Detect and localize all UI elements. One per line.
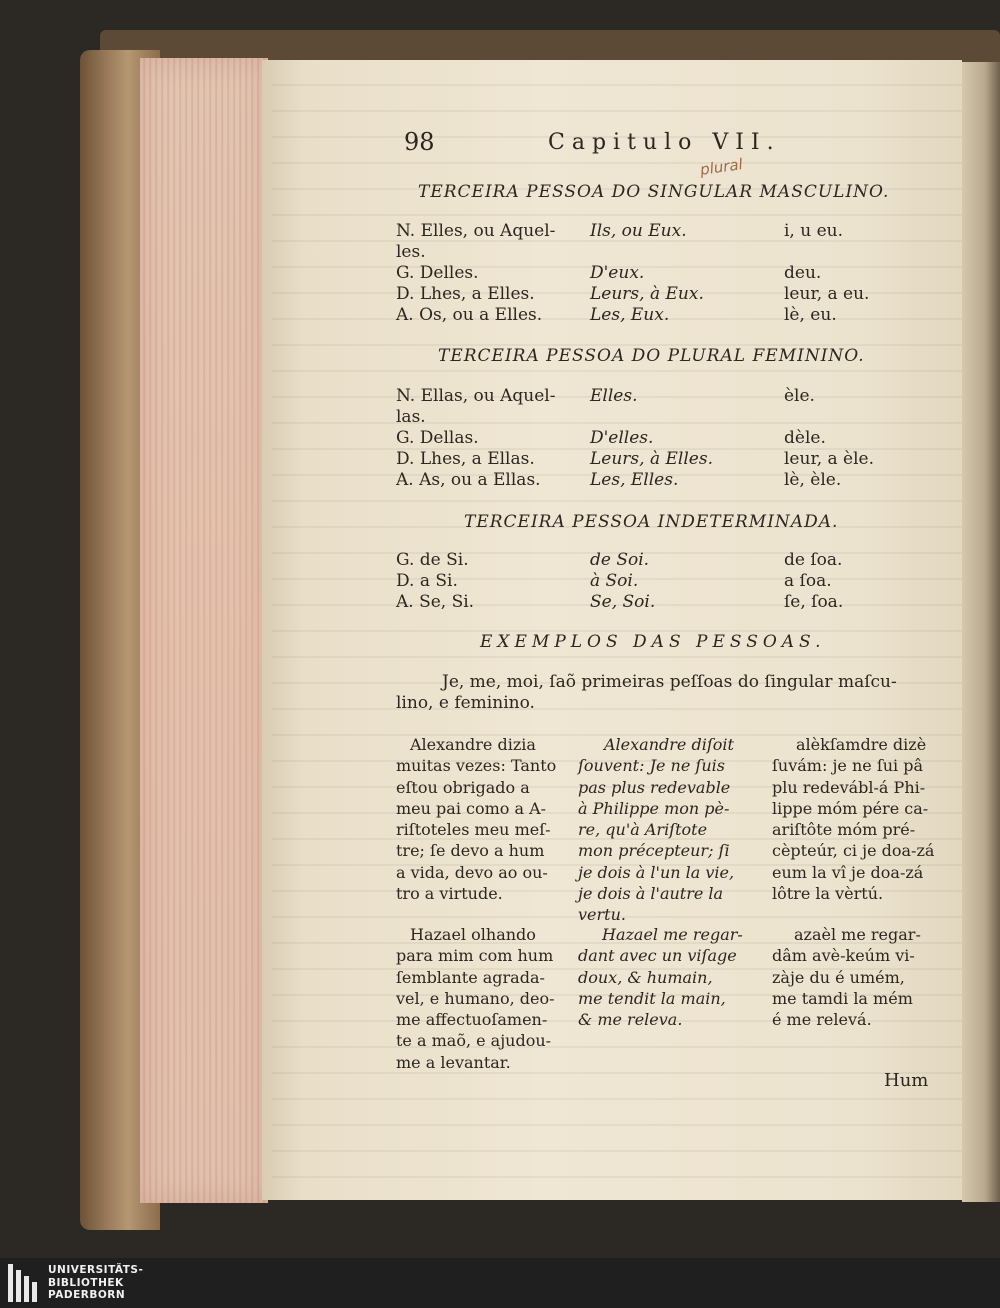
fr-form: D'elles. bbox=[590, 428, 654, 448]
section-title: TERCEIRA PESSOA INDETERMINADA. bbox=[464, 512, 839, 532]
text-line: ſouvent: Je ne ſuis bbox=[578, 756, 725, 776]
fr-form: Les, Elles. bbox=[590, 470, 679, 490]
pt-form: D. Lhes, a Ellas. bbox=[396, 449, 535, 469]
fr-form: Se, Soi. bbox=[590, 592, 656, 612]
text-line: me tamdi la mém bbox=[772, 988, 913, 1008]
page-edges bbox=[140, 58, 268, 1203]
library-footer bbox=[0, 1258, 1000, 1308]
examples-title: EXEMPLOS DAS PESSOAS. bbox=[480, 632, 826, 652]
fr-form: Elles. bbox=[590, 386, 638, 406]
text-line: zàje du é umém, bbox=[772, 967, 905, 987]
text-line: eum la vî je doa-zá bbox=[772, 862, 924, 882]
pt-form: A. Se, Si. bbox=[396, 592, 475, 612]
pronunciation: ſe, ſoa. bbox=[784, 592, 844, 612]
pronunciation: èle. bbox=[784, 386, 815, 406]
text-line: je dois à l'autre la bbox=[578, 884, 724, 904]
pronunciation: deu. bbox=[784, 263, 822, 283]
text-line: dant avec un viſage bbox=[578, 946, 737, 966]
text-line: me tendit la main, bbox=[578, 988, 726, 1008]
pronunciation: dèle. bbox=[784, 428, 826, 448]
pt-form: les. bbox=[396, 242, 426, 262]
pt-form: las. bbox=[396, 407, 426, 427]
pt-form: G. de Si. bbox=[396, 550, 469, 570]
text-line: doux, & humain, bbox=[578, 967, 713, 987]
text-line: à Philippe mon pè- bbox=[578, 798, 730, 818]
examples-intro bbox=[396, 672, 936, 714]
fr-form: D'eux. bbox=[590, 263, 645, 283]
pencil-annotation: plural bbox=[698, 155, 744, 179]
page-number: 98 bbox=[404, 128, 435, 156]
text-line: azaèl me regar- bbox=[794, 925, 921, 944]
page-fold-shadow bbox=[962, 62, 1000, 1202]
text-line: tre; ſe devo a hum bbox=[396, 841, 545, 861]
text-line: me affectuoſamen- bbox=[396, 1010, 548, 1030]
text-line: cèpteúr, ci je doa-zá bbox=[772, 841, 935, 861]
text-line: pas plus redevable bbox=[578, 777, 731, 797]
example1-portuguese bbox=[396, 734, 564, 904]
example1-french bbox=[578, 734, 768, 926]
text-line: é me relevá. bbox=[772, 1010, 872, 1030]
pronunciation: lè, èle. bbox=[784, 470, 842, 490]
text-line: riſtoteles meu meſ- bbox=[396, 820, 551, 840]
example2-pronunciation bbox=[772, 924, 948, 1030]
pronunciation: a ſoa. bbox=[784, 571, 832, 591]
pt-form: G. Delles. bbox=[396, 263, 479, 283]
text-line: dâm avè-keúm vi- bbox=[772, 946, 915, 966]
text-line: eſtou obrigado a bbox=[396, 777, 530, 797]
text-line: vel, e humano, deo- bbox=[396, 988, 555, 1008]
fr-form: de Soi. bbox=[590, 550, 650, 570]
intro-line: Je, me, moi, ſaõ primeiras peſſoas do ſingular maſcu- bbox=[442, 672, 897, 692]
library-name-line: BIBLIOTHEK bbox=[48, 1276, 124, 1289]
pt-form: G. Dellas. bbox=[396, 428, 479, 448]
text-line: tro a virtude. bbox=[396, 884, 503, 904]
text-line: meu pai como a A- bbox=[396, 798, 547, 818]
text-line: plu redevábl-á Phi- bbox=[772, 777, 926, 797]
example2-french bbox=[578, 924, 768, 1030]
fr-form: Ils, ou Eux. bbox=[590, 221, 687, 241]
text-line: a vida, devo ao ou- bbox=[396, 862, 548, 882]
pronunciation: lè, eu. bbox=[784, 305, 837, 325]
library-name bbox=[48, 1264, 143, 1302]
pt-form: D. Lhes, a Elles. bbox=[396, 284, 535, 304]
text-line: lôtre la vèrtú. bbox=[772, 884, 884, 904]
chapter-heading: Capitulo VII. bbox=[548, 130, 781, 155]
text-line: ſuvám: je ne ſui pâ bbox=[772, 756, 924, 776]
pronunciation: leur, a eu. bbox=[784, 284, 870, 304]
library-name-line: UNIVERSITÄTS- bbox=[48, 1264, 144, 1276]
text-line: & me releva. bbox=[578, 1010, 683, 1030]
fr-form: Les, Eux. bbox=[590, 305, 670, 325]
text-line: me a levantar. bbox=[396, 1052, 511, 1072]
pronunciation: de ſoa. bbox=[784, 550, 843, 570]
pronunciation: leur, a èle. bbox=[784, 449, 875, 469]
text-line: muitas vezes: Tanto bbox=[396, 756, 557, 776]
text-line: lippe móm pére ca- bbox=[772, 798, 929, 818]
pt-form: D. a Si. bbox=[396, 571, 458, 591]
text-line: alèkſamdre dizè bbox=[796, 735, 927, 754]
fr-form: Leurs, à Elles. bbox=[590, 449, 713, 469]
text-line: re, qu'à Ariſtote bbox=[578, 820, 708, 840]
pt-form: N. Ellas, ou Aquel- bbox=[396, 386, 556, 406]
library-logo-icon bbox=[8, 1264, 40, 1302]
text-line: Hazael me regar- bbox=[602, 925, 743, 944]
text-line: te a maõ, e ajudou- bbox=[396, 1031, 552, 1051]
text-line: Hazael olhando bbox=[410, 925, 536, 944]
text-line: ariſtôte móm pré- bbox=[772, 820, 916, 840]
text-line: para mim com hum bbox=[396, 946, 554, 966]
text-line: mon précepteur; ſi bbox=[578, 841, 730, 861]
pt-form: A. Os, ou a Elles. bbox=[396, 305, 543, 325]
pt-form: N. Elles, ou Aquel- bbox=[396, 221, 556, 241]
text-line: vertu. bbox=[578, 905, 626, 925]
library-name-line: PADERBORN bbox=[48, 1289, 126, 1301]
example1-pronunciation bbox=[772, 734, 948, 904]
text-line: je dois à l'un la vie, bbox=[578, 862, 735, 882]
section-title: TERCEIRA PESSOA DO PLURAL FEMININO. bbox=[438, 346, 865, 366]
intro-line: lino, e feminino. bbox=[396, 693, 535, 713]
fr-form: à Soi. bbox=[590, 571, 639, 591]
catchword: Hum bbox=[884, 1070, 929, 1091]
text-line: ſemblante agrada- bbox=[396, 967, 545, 987]
example2-portuguese bbox=[396, 924, 564, 1073]
pt-form: A. As, ou a Ellas. bbox=[396, 470, 541, 490]
fr-form: Leurs, à Eux. bbox=[590, 284, 704, 304]
pronunciation: i, u eu. bbox=[784, 221, 844, 241]
text-line: Alexandre dizia bbox=[410, 735, 536, 754]
section-title: TERCEIRA PESSOA DO SINGULAR MASCULINO. bbox=[418, 182, 890, 202]
text-line: Alexandre diſoit bbox=[604, 735, 734, 754]
